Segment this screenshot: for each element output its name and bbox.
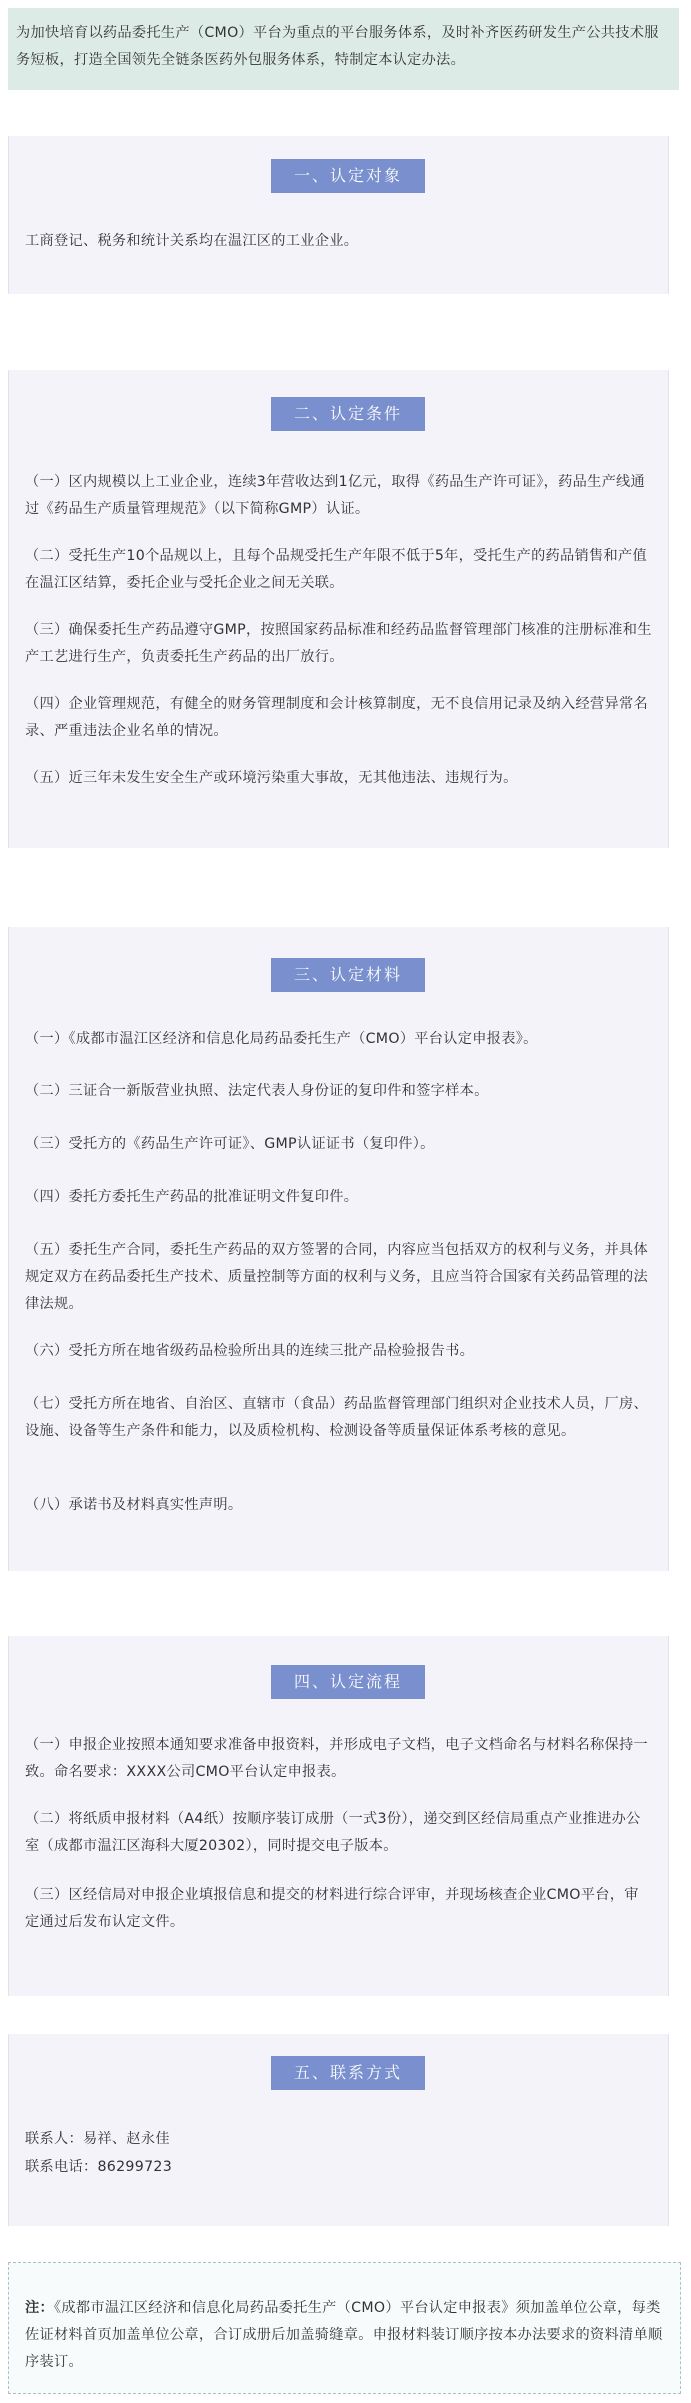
section-paragraph: （三）受托方的《药品生产许可证》、GMP认证证书（复印件）。 xyxy=(25,1136,435,1152)
contact-phone: 联系电话：86299723 xyxy=(25,2159,173,2175)
section-paragraph: （四）企业管理规范，有健全的财务管理制度和会计核算制度，无不良信用记录及纳入经营异常名录、严重违法企业名单的情况。 xyxy=(25,696,648,739)
section-title: 一、认定对象 xyxy=(271,159,425,193)
section-paragraph: （四）委托方委托生产药品的批准证明文件复印件。 xyxy=(25,1189,359,1205)
section-title: 三、认定材料 xyxy=(271,958,425,992)
section-paragraph: （七）受托方所在地省、自治区、直辖市（食品）药品监督管理部门组织对企业技术人员，厂房、设施、设备等生产条件和能力，以及质检机构、检测设备等质量保证体系考核的意见。 xyxy=(25,1396,648,1439)
section-paragraph: （二）将纸质申报材料（A4纸）按顺序装订成册（一式3份），递交到区经信局重点产业推进办公室（成都市温江区海科大厦20302），同时提交电子版本。 xyxy=(25,1811,641,1854)
section-paragraph: （一）区内规模以上工业企业，连续3年营收达到1亿元，取得《药品生产许可证》，药品生产线通过《药品生产质量管理规范》（以下简称GMP）认证。 xyxy=(25,474,646,517)
section-paragraph: （五）近三年未发生安全生产或环境污染重大事故，无其他违法、违规行为。 xyxy=(25,770,518,786)
section-title: 五、联系方式 xyxy=(271,2056,425,2090)
section-title: 四、认定流程 xyxy=(271,1665,425,1699)
section-card-materials xyxy=(8,927,669,1571)
section-paragraph: （三）确保委托生产药品遵守GMP，按照国家药品标准和经药品监督管理部门核准的注册标准和生产工艺进行生产，负责委托生产药品的出厂放行。 xyxy=(25,622,652,665)
section-card-contact xyxy=(8,2034,669,2226)
section-paragraph: （三）区经信局对申报企业填报信息和提交的材料进行综合评审，并现场核查企业CMO平台，审定通过后发布认定文件。 xyxy=(25,1887,639,1930)
intro-paragraph: 为加快培育以药品委托生产（CMO）平台为重点的平台服务体系，及时补齐医药研发生产公共技术服务短板，打造全国领先全链条医药外包服务体系，特制定本认定办法。 xyxy=(8,8,679,90)
section-paragraph: 工商登记、税务和统计关系均在温江区的工业企业。 xyxy=(25,233,359,249)
section-paragraph: （一）《成都市温江区经济和信息化局药品委托生产（CMO）平台认定申报表》。 xyxy=(25,1031,538,1047)
note-text: 《成都市温江区经济和信息化局药品委托生产（CMO）平台认定申报表》须加盖单位公章，每类佐证材料首页加盖单位公章，合订成册后加盖骑缝章。申报材料装订顺序按本办法要求的资料清单顺序装订。 xyxy=(25,2300,663,2370)
section-paragraph: （二）三证合一新版营业执照、法定代表人身份证的复印件和签字样本。 xyxy=(25,1083,489,1099)
section-paragraph: （二）受托生产10个品规以上，且每个品规受托生产年限不低于5年，受托生产的药品销售和产值在温江区结算，委托企业与受托企业之间无关联。 xyxy=(25,548,647,591)
section-title: 二、认定条件 xyxy=(271,397,425,431)
note-box xyxy=(8,2262,681,2394)
section-paragraph: （八）承诺书及材料真实性声明。 xyxy=(25,1497,243,1513)
section-card-process xyxy=(8,1636,669,1996)
note-label: 注： xyxy=(25,2300,54,2316)
section-paragraph: （五）委托生产合同，委托生产药品的双方签署的合同，内容应当包括双方的权利与义务，并具体规定双方在药品委托生产技术、质量控制等方面的权利与义务，且应当符合国家有关药品管理的法律法规。 xyxy=(25,1242,648,1312)
section-paragraph: （六）受托方所在地省级药品检验所出具的连续三批产品检验报告书。 xyxy=(25,1343,475,1359)
section-paragraph: （一）申报企业按照本通知要求准备申报资料，并形成电子文档，电子文档命名与材料名称保持一致。命名要求：XXXX公司CMO平台认定申报表。 xyxy=(25,1737,648,1780)
contact-person: 联系人：易祥、赵永佳 xyxy=(25,2131,170,2147)
section-card-target xyxy=(8,136,669,294)
section-card-conditions xyxy=(8,370,669,848)
